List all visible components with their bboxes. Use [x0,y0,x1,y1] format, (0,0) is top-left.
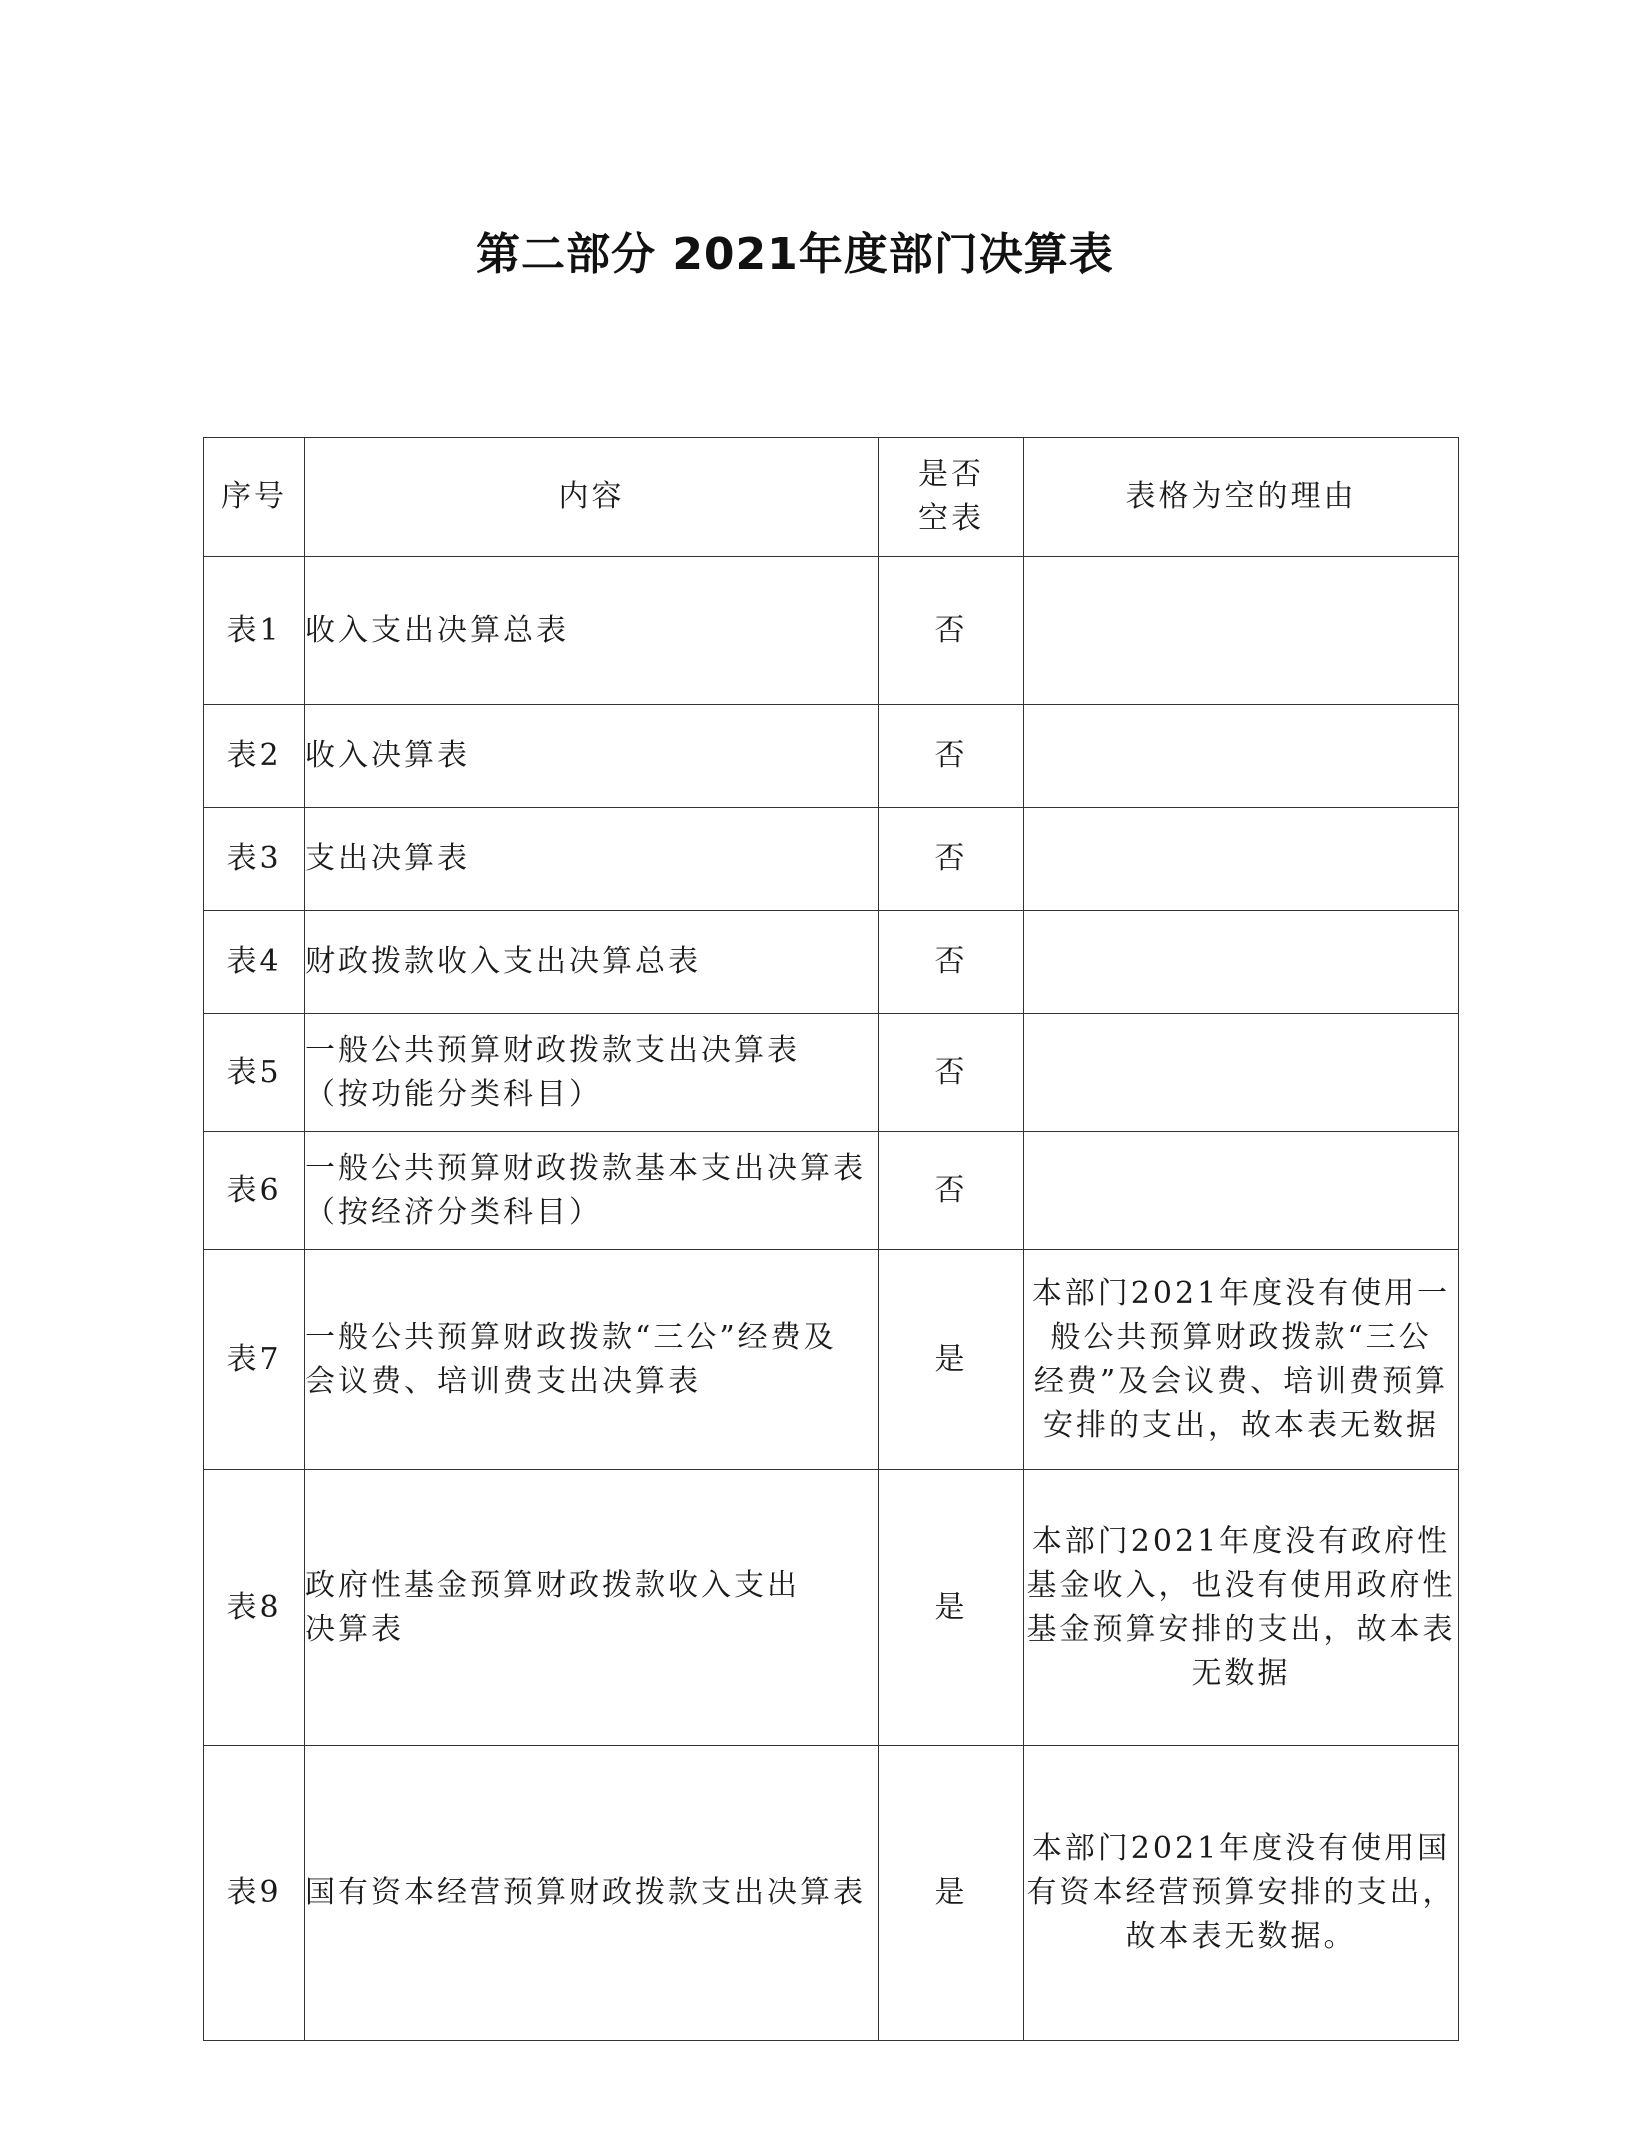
row-empty-flag: 否 [879,557,1024,705]
row-number: 表3 [204,808,305,911]
row-content-line: 政府性基金预算财政拨款收入支出 [305,1567,800,1603]
row-content-line: （按功能分类科目） [305,1076,602,1112]
row-reason-line: 基金预算安排的支出，故本表 [1026,1611,1456,1647]
row-empty-flag: 是 [879,1470,1024,1746]
row-content-line: 一般公共预算财政拨款支出决算表 [305,1032,800,1068]
row-reason [1024,705,1459,808]
row-reason [1024,1132,1459,1250]
row-reason [1024,808,1459,911]
header-empty-line1: 是否 [918,457,984,492]
row-number: 表9 [204,1746,305,2041]
header-empty-line2: 空表 [918,501,984,536]
row-reason-line: 安排的支出，故本表无数据 [1043,1407,1439,1443]
table-row [204,557,1459,705]
row-content-line: 收入决算表 [305,738,470,773]
row-content [305,1132,879,1250]
row-content [305,808,879,911]
table-row [204,1014,1459,1132]
row-reason-line: 基金收入，也没有使用政府性 [1026,1567,1456,1603]
header-row [204,438,1459,557]
row-number: 表1 [204,557,305,705]
header-content: 内容 [305,438,879,557]
row-reason-line: 般公共预算财政拨款“三公 [1050,1319,1432,1355]
table-row [204,911,1459,1014]
header-no: 序号 [204,438,305,557]
row-content-line: 财政拨款收入支出决算总表 [305,944,701,979]
row-number: 表8 [204,1470,305,1746]
row-reason [1024,1470,1459,1746]
table-row [204,1746,1459,2041]
row-reason-line: 故本表无数据。 [1125,1919,1357,1954]
table-body [204,557,1459,2041]
row-reason [1024,1250,1459,1470]
row-reason [1024,557,1459,705]
row-content-line: 一般公共预算财政拨款“三公”经费及 [305,1319,837,1355]
page-title: 第二部分 2021年度部门决算表 [476,229,1114,280]
row-content-line: 决算表 [305,1611,404,1647]
table-row [204,1470,1459,1746]
row-reason [1024,911,1459,1014]
row-empty-flag: 是 [879,1250,1024,1470]
row-content [305,911,879,1014]
row-reason-line: 本部门2021年度没有政府性 [1031,1523,1451,1559]
row-empty-flag: 否 [879,808,1024,911]
row-content [305,1470,879,1746]
row-number: 表5 [204,1014,305,1132]
row-content-line: 国有资本经营预算财政拨款支出决算表 [305,1875,866,1910]
row-content-line: （按经济分类科目） [305,1194,602,1230]
row-reason-line: 经费”及会议费、培训费预算 [1033,1363,1449,1399]
report-list-table [203,437,1459,2041]
row-reason-line: 无数据 [1191,1655,1291,1691]
row-reason-line: 本部门2021年度没有使用一 [1031,1275,1451,1311]
row-content [305,1250,879,1470]
row-content-line: 会议费、培训费支出决算表 [305,1363,701,1399]
row-content [305,1746,879,2041]
row-content-line: 支出决算表 [305,841,470,876]
table-row [204,705,1459,808]
row-empty-flag: 否 [879,705,1024,808]
header-reason: 表格为空的理由 [1024,438,1459,557]
row-content-line: 一般公共预算财政拨款基本支出决算表 [305,1150,866,1186]
row-number: 表4 [204,911,305,1014]
row-number: 表2 [204,705,305,808]
row-content [305,1014,879,1132]
row-number: 表6 [204,1132,305,1250]
table-row [204,1132,1459,1250]
row-reason [1024,1746,1459,2041]
row-reason [1024,1014,1459,1132]
row-content [305,705,879,808]
row-content [305,557,879,705]
row-content-line: 收入支出决算总表 [305,612,569,648]
row-empty-flag: 否 [879,1132,1024,1250]
row-reason-line: 本部门2021年度没有使用国 [1031,1831,1451,1866]
header-empty [879,438,1024,557]
row-empty-flag: 是 [879,1746,1024,2041]
table-row [204,1250,1459,1470]
row-reason-line: 有资本经营预算安排的支出， [1026,1875,1456,1910]
row-empty-flag: 否 [879,911,1024,1014]
row-empty-flag: 否 [879,1014,1024,1132]
table-row [204,808,1459,911]
row-number: 表7 [204,1250,305,1470]
